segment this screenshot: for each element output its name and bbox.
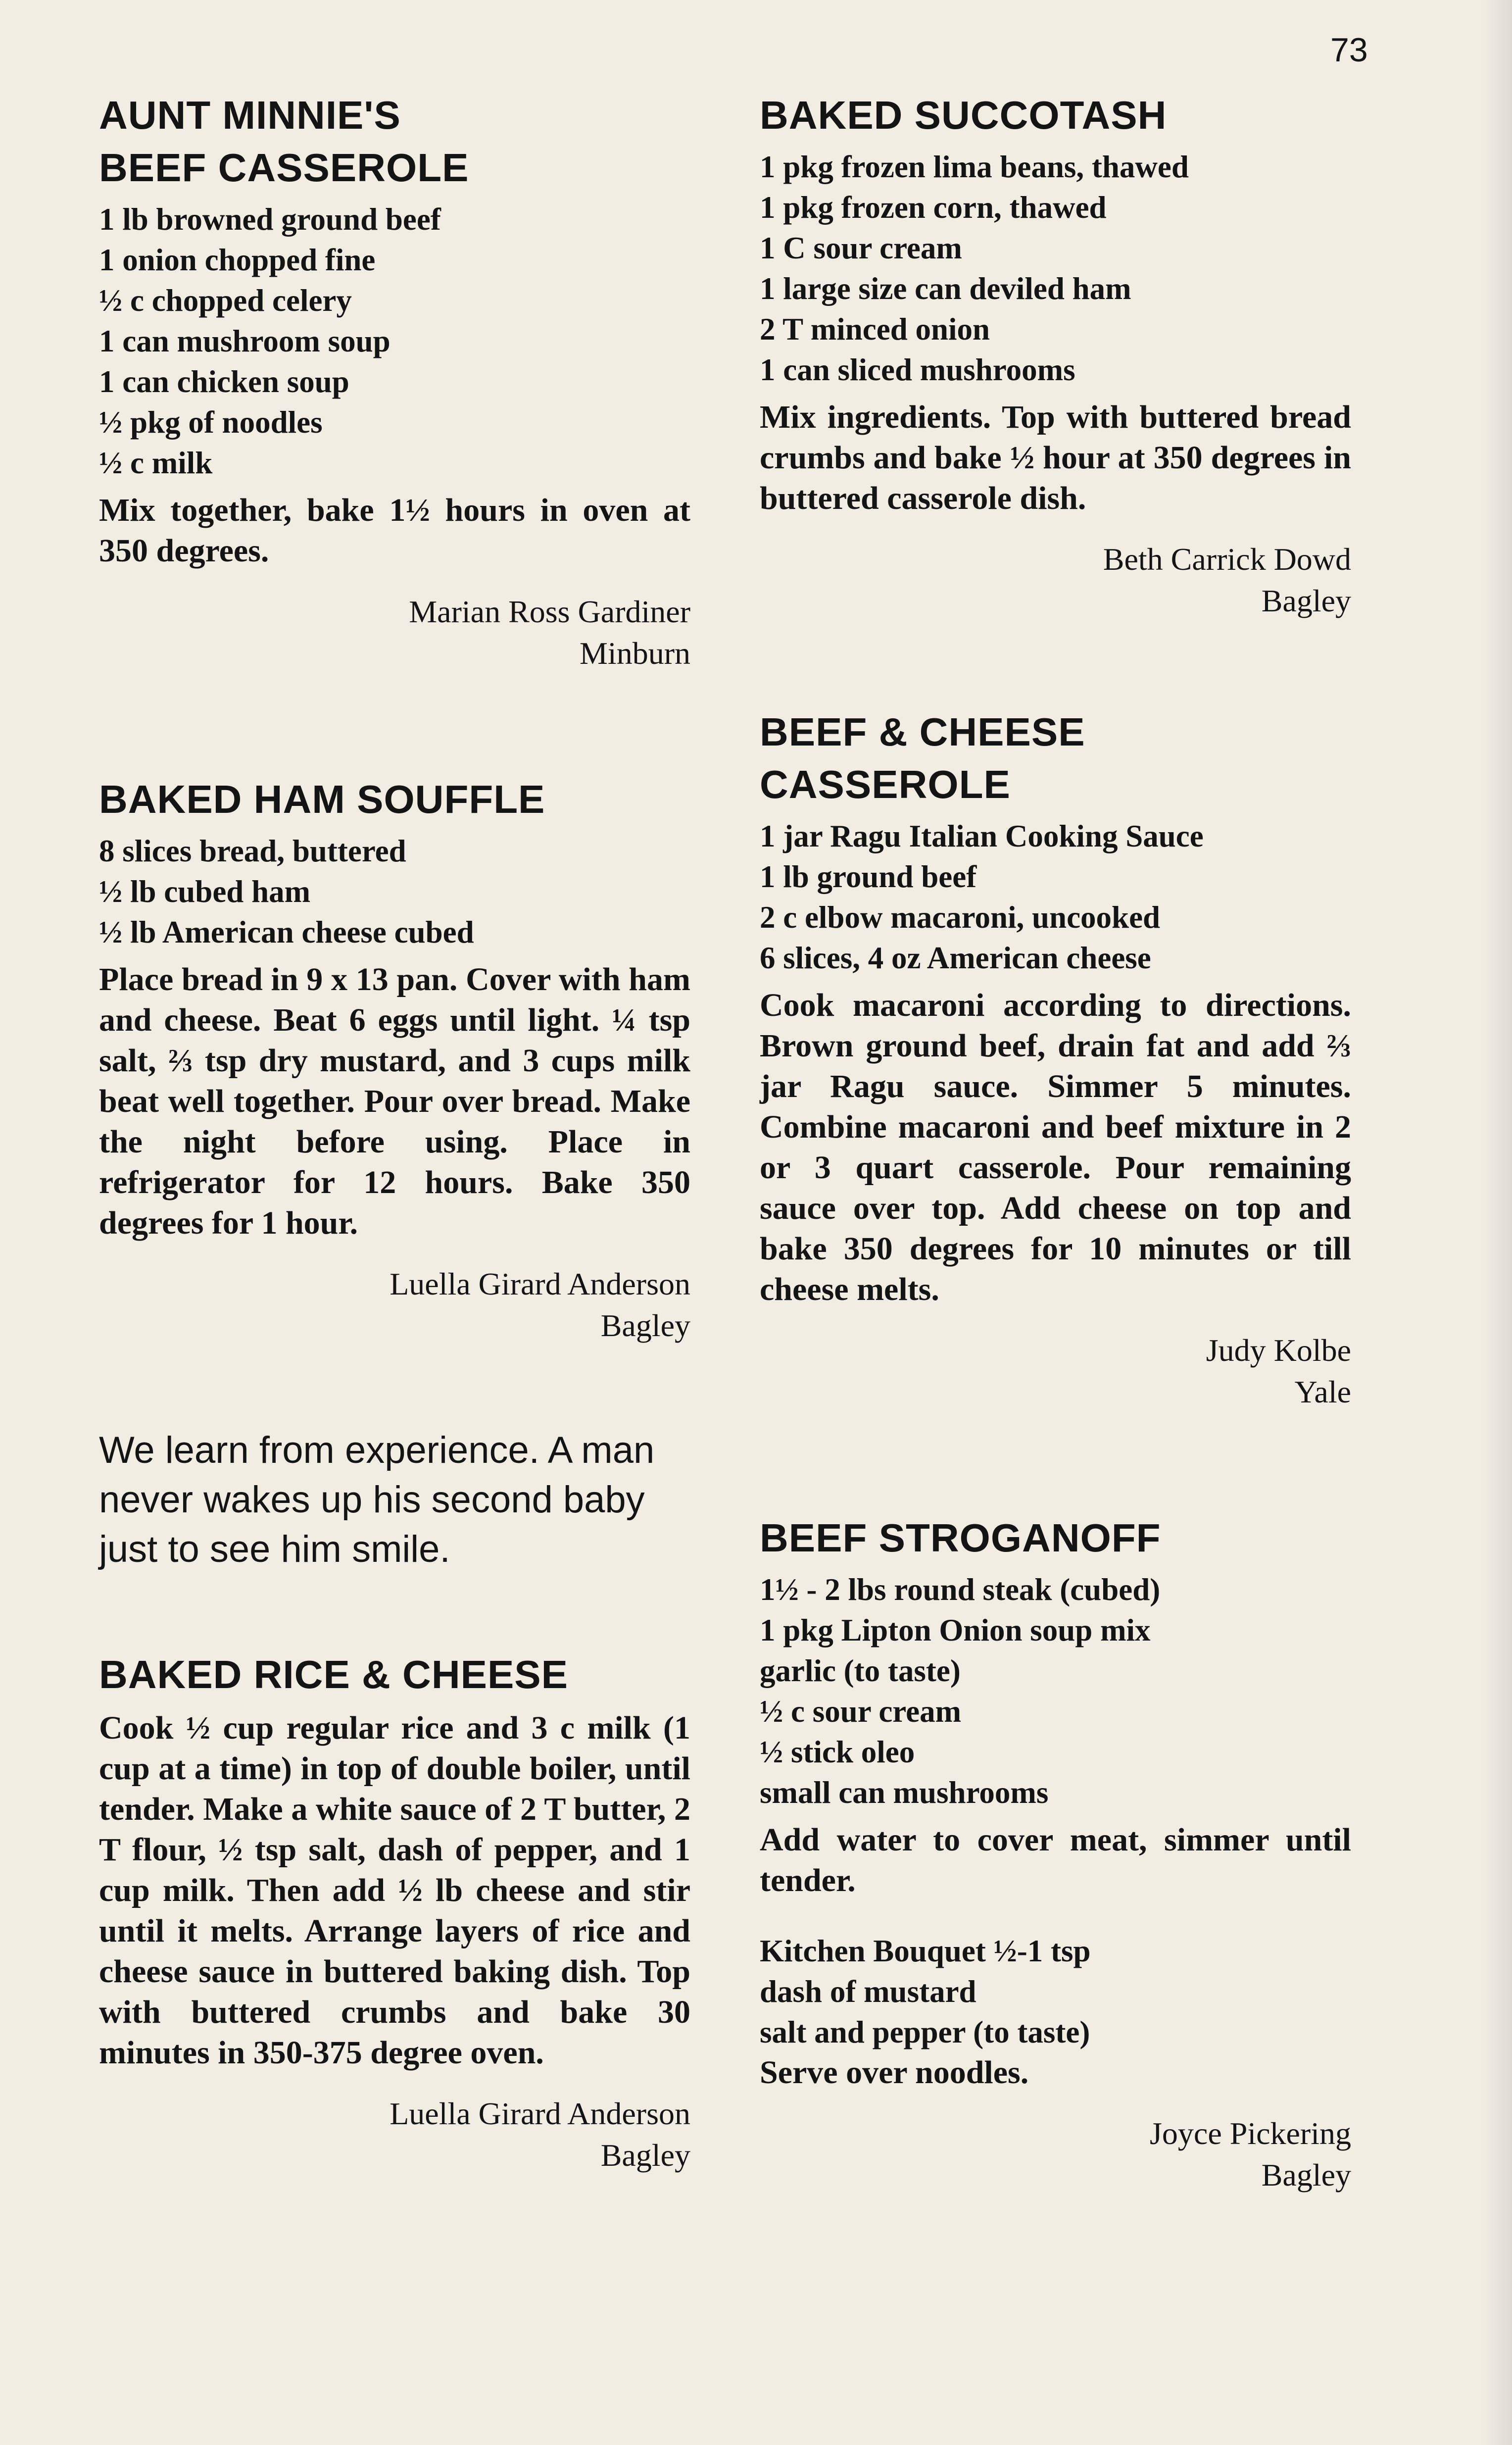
recipe-title (760, 706, 1351, 811)
ingredient: 1 C sour cream (760, 231, 962, 265)
recipe-title: BEEF STROGANOFF (760, 1516, 1161, 1560)
recipe-title: BAKED SUCCOTASH (760, 93, 1167, 137)
recipe-attribution (99, 591, 690, 674)
recipe-title-line: BEEF CASSEROLE (99, 146, 469, 190)
author-name: Luella Girard Anderson (390, 2096, 690, 2131)
ingredient: 2 T minced onion (760, 312, 990, 347)
ingredient-list (99, 199, 690, 483)
page-number: 73 (1330, 31, 1368, 69)
ingredient-list (760, 147, 1351, 390)
right-column (760, 89, 1351, 2196)
ingredient-list (760, 1569, 1351, 1813)
recipe-baked-rice-and-cheese (99, 1648, 690, 2176)
recipe-baked-ham-souffle (99, 773, 690, 1347)
ingredient: ½ c sour cream (760, 1694, 962, 1729)
recipe-attribution (760, 2113, 1351, 2196)
ingredient: 1 lb browned ground beef (99, 202, 441, 237)
author-name: Joyce Pickering (1150, 2116, 1351, 2151)
ingredient: 8 slices bread, buttered (99, 834, 406, 868)
recipe-instructions: Place bread in 9 x 13 pan. Cover with ham and cheese. Beat 6 eggs until light. ¼ tsp salt, ⅔ tsp dry mustard, and 3 cups milk beat well together. Pour over bread. Make the night before using. Place in refrigerator for 12 hours. Bake 350 degrees for 1 hour. (99, 961, 690, 1241)
ingredient: ½ lb American cheese cubed (99, 915, 474, 949)
ingredient: ½ stick oleo (760, 1735, 915, 1769)
author-town: Bagley (600, 2138, 690, 2173)
ingredient: 1 onion chopped fine (99, 243, 376, 277)
recipe-instructions: Cook ½ cup regular rice and 3 c milk (1 cup at a time) in top of double boiler, until tender. Make a white sauce of 2 T butter, 2 T flour, ½ tsp salt, dash of pepper, and 1 cup milk. Then add ½ lb cheese and stir until it melts. Arrange layers of rice and cheese sauce in buttered baking dish. Top with buttered crumbs and bake 30 minutes in 350-375 degree oven. (99, 1710, 690, 2071)
author-town: Bagley (1261, 583, 1351, 618)
ingredient: 6 slices, 4 oz American cheese (760, 941, 1151, 975)
recipe-attribution (760, 1330, 1351, 1413)
recipe-title-line: CASSEROLE (760, 762, 1011, 806)
recipe-title: BAKED HAM SOUFFLE (99, 777, 545, 821)
ingredient: 1 large size can deviled ham (760, 271, 1131, 306)
recipe-baked-succotash (760, 89, 1351, 622)
ingredient: 1 pkg frozen lima beans, thawed (760, 150, 1189, 184)
recipe-beef-stroganoff (760, 1512, 1351, 2196)
ingredient: 1 can mushroom soup (99, 324, 390, 358)
ingredient: salt and pepper (to taste) (760, 2015, 1090, 2049)
recipe-attribution (760, 539, 1351, 622)
page-spine-shadow (1482, 0, 1512, 2445)
author-name: Beth Carrick Dowd (1103, 542, 1351, 577)
author-name: Luella Girard Anderson (390, 1266, 690, 1301)
recipe-instructions: Mix ingredients. Top with buttered bread crumbs and bake ½ hour at 350 degrees in buttered casserole dish. (760, 399, 1351, 516)
ingredient: 1 jar Ragu Italian Cooking Sauce (760, 819, 1204, 853)
recipe-attribution (99, 1263, 690, 1347)
ingredient: 1 lb ground beef (760, 859, 977, 894)
ingredient: 2 c elbow macaroni, uncooked (760, 900, 1161, 935)
ingredient: 1 pkg Lipton Onion soup mix (760, 1613, 1151, 1647)
recipe-instructions: Mix together, bake 1½ hours in oven at 350 degrees. (99, 492, 690, 569)
author-name: Judy Kolbe (1206, 1333, 1351, 1368)
recipe-attribution (99, 2093, 690, 2176)
author-town: Bagley (600, 1308, 690, 1343)
recipe-title-line: AUNT MINNIE'S (99, 93, 401, 137)
recipe-instructions: Cook macaroni according to directions. Brown ground beef, drain fat and add ⅔ jar Ragu sauce. Simmer 5 minutes. Combine macaroni and beef mixture in 2 or 3 quart casserole. Pour remaining sauce over top. Add cheese on top and bake 350 degrees for 10 minutes or till cheese melts. (760, 987, 1351, 1307)
ingredient: ½ pkg of noodles (99, 405, 323, 440)
left-column (99, 89, 690, 2176)
recipe-instructions: Add water to cover meat, simmer until tender. (760, 1822, 1351, 1898)
ingredient: 1½ - 2 lbs round steak (cubed) (760, 1572, 1161, 1607)
author-town: Bagley (1261, 2157, 1351, 2193)
ingredient: 1 can sliced mushrooms (760, 352, 1075, 387)
ingredient: 1 can chicken soup (99, 364, 349, 399)
ingredient: garlic (to taste) (760, 1653, 961, 1688)
ingredient-list-secondary (760, 1931, 1351, 2052)
filler-quote: We learn from experience. A man never wakes up his second baby just to see him smile. (99, 1429, 655, 1570)
recipe-title: BAKED RICE & CHEESE (99, 1652, 569, 1697)
recipe-aunt-minnies-beef-casserole (99, 89, 690, 674)
ingredient: ½ c milk (99, 446, 213, 480)
recipe-title-line: BEEF & CHEESE (760, 710, 1085, 754)
ingredient: Kitchen Bouquet ½-1 tsp (760, 1934, 1091, 1968)
ingredient: ½ lb cubed ham (99, 874, 311, 909)
recipe-title (99, 89, 690, 194)
recipe-serving-note: Serve over noodles. (760, 2054, 1029, 2091)
ingredient: small can mushrooms (760, 1775, 1049, 1810)
ingredient-list (760, 816, 1351, 978)
author-town: Yale (1294, 1374, 1351, 1409)
author-town: Minburn (580, 636, 690, 671)
ingredient: ½ c chopped celery (99, 283, 352, 318)
ingredient-list (99, 831, 690, 952)
author-name: Marian Ross Gardiner (409, 594, 690, 629)
recipe-beef-and-cheese-casserole (760, 706, 1351, 1413)
ingredient: 1 pkg frozen corn, thawed (760, 190, 1107, 225)
ingredient: dash of mustard (760, 1974, 976, 2009)
